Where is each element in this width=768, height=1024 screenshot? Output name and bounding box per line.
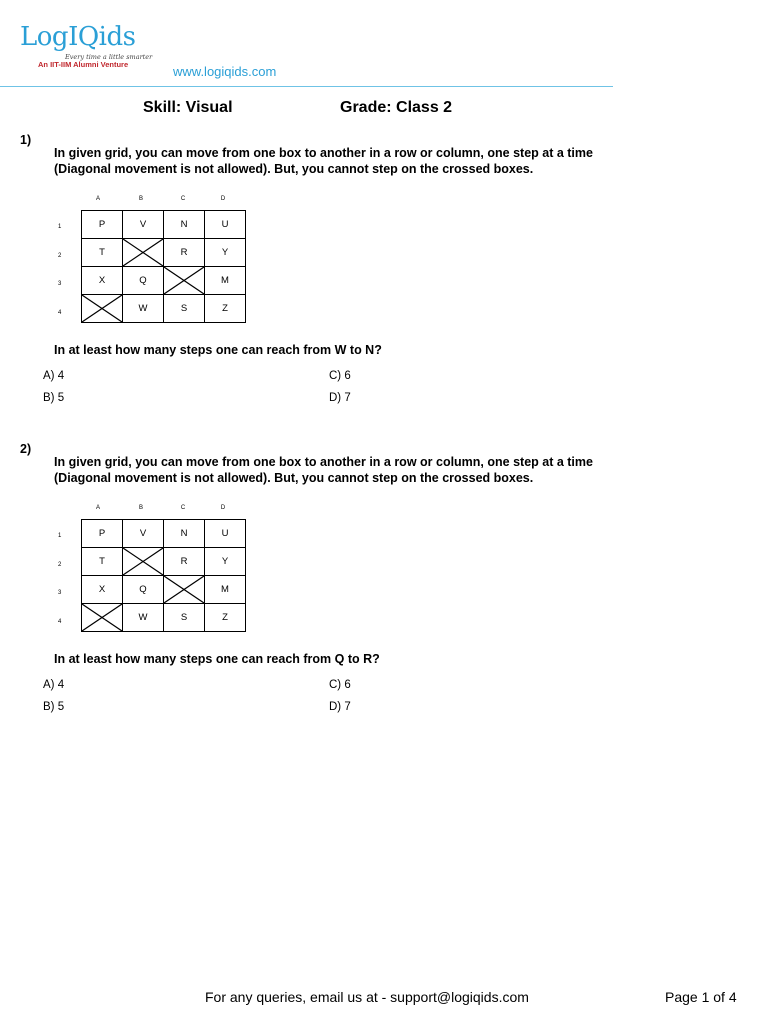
grid-cell: Q (123, 267, 164, 295)
grid-cell: P (82, 211, 123, 239)
question-1-text: In given grid, you can move from one box to another in a row or column, one step at a time (Diagonal movement is not allowed). But, you cannot step on the crossed boxes. (54, 146, 593, 176)
question-2-prompt: In at least how many steps one can reach from Q to R? (54, 652, 380, 666)
logiqids-logo (20, 22, 170, 72)
grid-column-label: C (180, 505, 186, 511)
grid-cell: R (164, 239, 205, 267)
grid-cell: V (123, 520, 164, 548)
question-2-text: In given grid, you can move from one box to another in a row or column, one step at a time (Diagonal movement is not allowed). But, you cannot step on the crossed boxes. (54, 455, 593, 485)
question-2-option-a[interactable]: A) 4 (43, 679, 65, 691)
grid-row-label: 4 (58, 310, 62, 316)
grid-cell: Z (205, 604, 246, 632)
grid-cell: W (123, 604, 164, 632)
grid-cell: P (82, 520, 123, 548)
question-1-option-b[interactable]: B) 5 (43, 392, 65, 404)
grid-row-label: 4 (58, 619, 62, 625)
page-number: Page 1 of 4 (665, 989, 737, 1005)
website-link[interactable]: www.logiqids.com (173, 64, 277, 79)
grid-cell: T (82, 548, 123, 576)
question-2-grid (50, 505, 250, 645)
grid-cell: M (205, 576, 246, 604)
question-1-prompt: In at least how many steps one can reach from W to N? (54, 343, 382, 357)
cross-mark-icon (164, 576, 204, 603)
logo-tagline: Every time a little smarter (65, 53, 153, 61)
question-2-option-c[interactable]: C) 6 (329, 679, 351, 691)
grid-cell: Y (205, 239, 246, 267)
question-1-grid (50, 196, 250, 336)
grid-cell: M (205, 267, 246, 295)
header-divider (0, 86, 613, 87)
grid-cell: S (164, 604, 205, 632)
grid-column-label: B (138, 196, 143, 202)
grid-column-label: A (95, 505, 100, 511)
grid-cell: T (82, 239, 123, 267)
letter-grid (81, 519, 246, 632)
cross-mark-icon (123, 239, 163, 266)
grid-column-label: D (220, 505, 226, 511)
crossed-cell (164, 576, 205, 604)
footer-contact: For any queries, email us at - support@logiqids.com (205, 989, 529, 1005)
crossed-cell (82, 604, 123, 632)
grid-cell: Z (205, 295, 246, 323)
grid-cell: S (164, 295, 205, 323)
grid-row-label: 1 (58, 533, 62, 539)
grid-row-label: 3 (58, 281, 62, 287)
question-2-option-d[interactable]: D) 7 (329, 701, 351, 713)
grid-row-label: 2 (58, 562, 62, 568)
grid-column-label: C (180, 196, 186, 202)
crossed-cell (123, 239, 164, 267)
crossed-cell (82, 295, 123, 323)
grid-column-label: D (220, 196, 226, 202)
question-2-option-b[interactable]: B) 5 (43, 701, 65, 713)
crossed-cell (123, 548, 164, 576)
grid-cell: N (164, 211, 205, 239)
grid-cell: V (123, 211, 164, 239)
grid-column-label: B (138, 505, 143, 511)
grid-column-label: A (95, 196, 100, 202)
question-2-number: 2) (20, 442, 32, 456)
grade-heading: Grade: Class 2 (340, 99, 453, 116)
grid-row-label: 1 (58, 224, 62, 230)
logo-subtitle: An IIT-IIM Alumni Venture (38, 60, 129, 69)
question-1-number: 1) (20, 133, 32, 147)
letter-grid (81, 210, 246, 323)
grid-cell: X (82, 267, 123, 295)
grid-cell: X (82, 576, 123, 604)
grid-row-label: 3 (58, 590, 62, 596)
grid-row-label: 2 (58, 253, 62, 259)
question-1-option-a[interactable]: A) 4 (43, 370, 65, 382)
crossed-cell (164, 267, 205, 295)
grid-cell: U (205, 211, 246, 239)
cross-mark-icon (164, 267, 204, 294)
logo-wordmark: LogIQids (20, 22, 136, 52)
grid-cell: U (205, 520, 246, 548)
grid-cell: Y (205, 548, 246, 576)
cross-mark-icon (123, 548, 163, 575)
cross-mark-icon (82, 604, 122, 631)
question-1-option-c[interactable]: C) 6 (329, 370, 351, 382)
grid-cell: R (164, 548, 205, 576)
grid-cell: Q (123, 576, 164, 604)
skill-heading: Skill: Visual (143, 99, 233, 116)
cross-mark-icon (82, 295, 122, 322)
grid-cell: N (164, 520, 205, 548)
question-1-option-d[interactable]: D) 7 (329, 392, 351, 404)
grid-cell: W (123, 295, 164, 323)
